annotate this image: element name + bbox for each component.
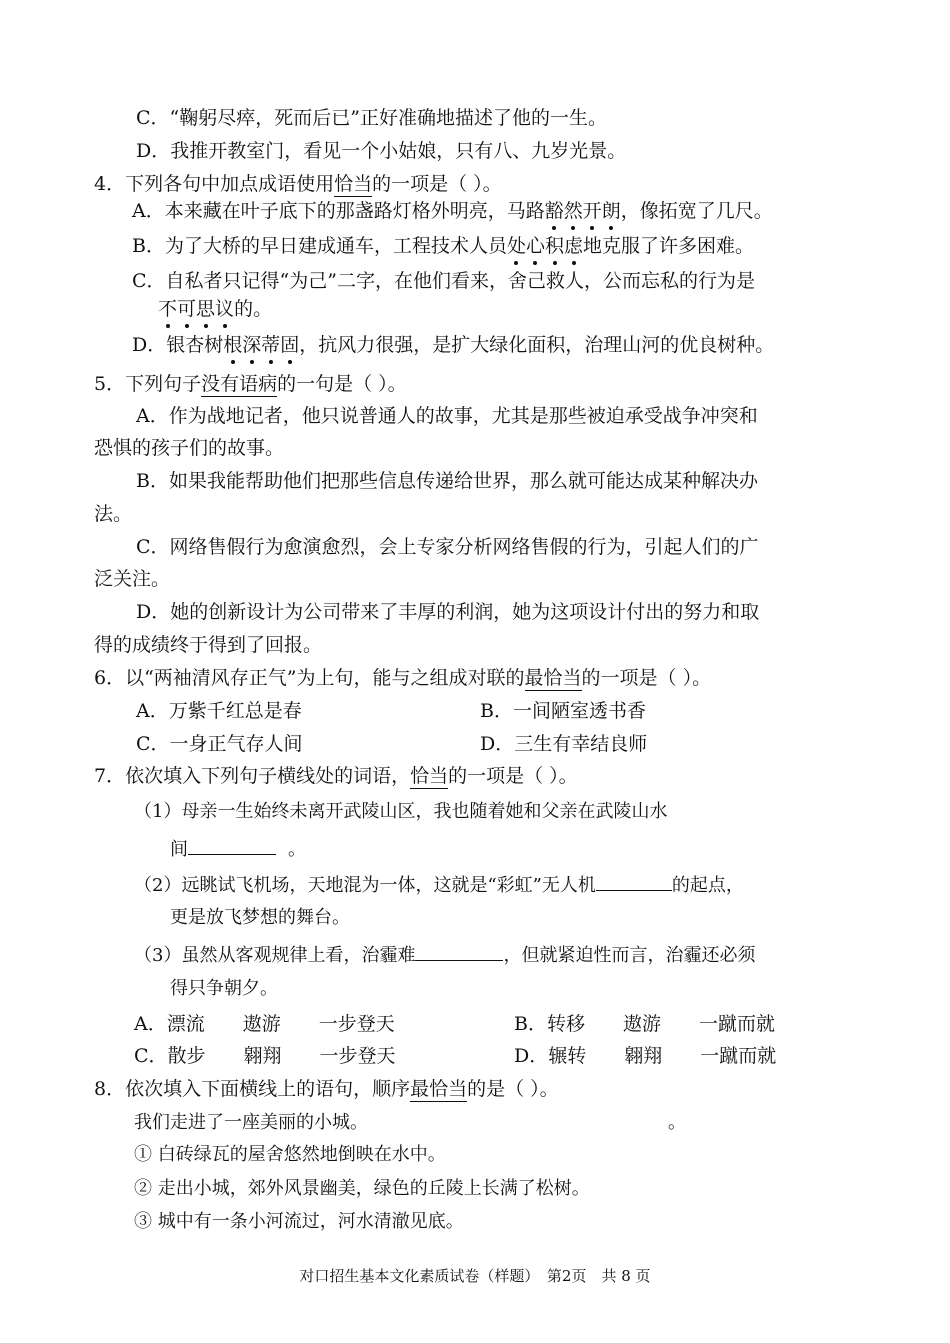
q4-option-a: A．本来藏在叶子底下的那盏路灯格外明亮，马路豁然开朗，像拓宽了几尺。 <box>132 200 773 222</box>
page-footer: 对口招生基本文化素质试卷（样题） 第2页 共 8 页 <box>299 1267 651 1285</box>
q6-option-a: A．万紫千红总是春 <box>136 700 302 722</box>
q7-option-c: C．散步 翱翔 一步登天 <box>134 1045 396 1067</box>
q7-option-a: A．漂流 遨游 一步登天 <box>134 1013 395 1035</box>
q7-blank-2 <box>596 872 672 891</box>
q6-stem: 6．以“两袖清风存正气”为上句，能与之组成对联的最恰当的一项是（ ）。 <box>94 667 712 689</box>
q5-option-a-cont: 恐惧的孩子们的故事。 <box>94 437 285 459</box>
q7-sentence-1-cont: 间 。 <box>170 836 306 862</box>
q7-sentence-3-cont: 得只争朝夕。 <box>170 978 278 999</box>
q5-option-d: D．她的创新设计为公司带来了丰厚的利润，她为这项设计付出的努力和取 <box>136 601 760 623</box>
q3-option-d: D．我推开教室门，看见一个小姑娘，只有八、九岁光景。 <box>136 140 627 162</box>
q4-option-c-cont: 不可思议的。 <box>158 298 273 320</box>
q7-sentence-1: （1）母亲一生始终未离开武陵山区，我也随着她和父亲在武陵山水 <box>134 801 668 822</box>
q5-option-c-cont: 泛关注。 <box>94 568 171 590</box>
q3-option-c: C．“鞠躬尽瘁，死而后已”正好准确地描述了他的一生。 <box>136 107 607 129</box>
q8-intro-end: 。 <box>668 1112 686 1133</box>
q8-item-2: ② 走出小城，郊外风景幽美，绿色的丘陵上长满了松树。 <box>134 1178 590 1199</box>
q5-option-c: C．网络售假行为愈演愈烈，会上专家分析网络售假的行为，引起人们的广 <box>136 536 759 558</box>
q8-item-1: ① 白砖绿瓦的屋舍悠然地倒映在水中。 <box>134 1144 446 1165</box>
q6-option-c: C．一身正气存人间 <box>136 733 303 755</box>
q4-option-d: D．银杏树根深蒂固，抗风力很强，是扩大绿化面积，治理山河的优良树种。 <box>132 334 775 356</box>
q7-blank-3 <box>415 942 503 961</box>
q8-item-3: ③ 城中有一条小河流过，河水清澈见底。 <box>134 1211 464 1232</box>
q4-stem: 4．下列各句中加点成语使用恰当的一项是（ ）。 <box>94 173 502 195</box>
q8-stem: 8．依次填入下面横线上的语句，顺序最恰当的是（ ）。 <box>94 1078 559 1100</box>
q6-option-d: D．三生有幸结良师 <box>480 733 648 755</box>
q5-option-a: A．作为战地记者，他只说普通人的故事，尤其是那些被迫承受战争冲突和 <box>136 405 758 427</box>
q8-intro: 我们走进了一座美丽的小城。 <box>134 1112 368 1133</box>
q7-sentence-3: （3）虽然从客观规律上看，治霾难 ，但就紧迫性而言，治霾还必须 <box>134 942 755 968</box>
q4-option-b: B．为了大桥的早日建成通车，工程技术人员处心积虑地克服了许多困难。 <box>132 235 755 257</box>
q7-sentence-2: （2）远眺试飞机场，天地混为一体，这就是“彩虹”无人机 的起点， <box>134 872 744 898</box>
q6-option-b: B．一间陋室透书香 <box>480 700 646 722</box>
q7-option-d: D．辗转 翱翔 一蹴而就 <box>514 1045 777 1067</box>
q7-stem: 7．依次填入下列句子横线处的词语，恰当的一项是（ ）。 <box>94 765 578 787</box>
q7-option-b: B．转移 遨游 一蹴而就 <box>514 1013 775 1035</box>
q5-option-d-cont: 得的成绩终于得到了回报。 <box>94 634 323 656</box>
q7-blank-1 <box>188 836 276 855</box>
q5-stem: 5．下列句子没有语病的一句是（ ）。 <box>94 373 407 395</box>
q5-option-b: B．如果我能帮助他们把那些信息传递给世界，那么就可能达成某种解决办 <box>136 470 758 492</box>
q4-option-c: C．自私者只记得“为己”二字，在他们看来，舍己救人，公而忘私的行为是 <box>132 270 755 292</box>
q5-option-b-cont: 法。 <box>94 503 133 525</box>
q7-sentence-2-cont: 更是放飞梦想的舞台。 <box>170 907 350 928</box>
